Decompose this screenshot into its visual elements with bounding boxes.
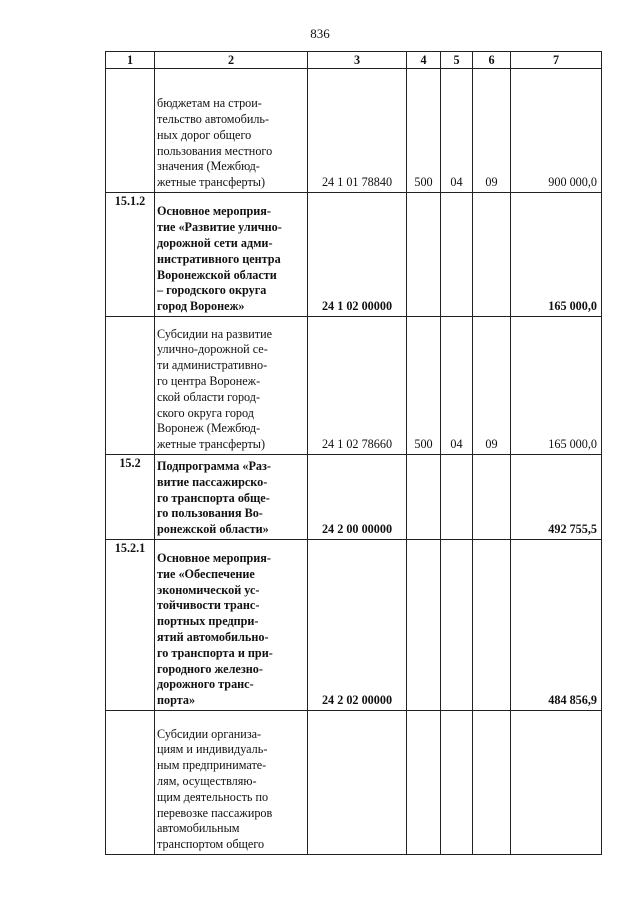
column-4-cell <box>407 540 441 711</box>
row-number-cell <box>106 317 155 455</box>
row-name-line: пользования местного <box>157 143 273 158</box>
column-header-3: 3 <box>308 52 407 69</box>
row-name-cell <box>155 711 308 855</box>
row-name-line: нистративного центра <box>157 251 281 266</box>
row-number-cell <box>106 69 155 193</box>
column-5-cell: 04 <box>441 317 473 455</box>
column-4-cell <box>407 455 441 540</box>
row-name-line: перевозке пассажиров <box>157 805 273 820</box>
row-name-cell <box>155 455 308 540</box>
row-name-cell <box>155 317 308 455</box>
column-6-cell: 09 <box>473 317 511 455</box>
classification-code-cell: 24 2 02 00000 <box>308 540 407 711</box>
classification-code-cell: 24 1 02 78660 <box>308 317 407 455</box>
row-number-cell: 15.2 <box>106 455 155 540</box>
amount-cell: 900 000,0 <box>511 69 602 193</box>
column-5-cell: 04 <box>441 69 473 193</box>
row-name-line: жетные трансферты) <box>157 437 266 452</box>
row-name-line: го центра Воронеж- <box>157 374 261 389</box>
row-name-line: ным предпринимате- <box>157 758 267 773</box>
classification-code-cell: 24 1 01 78840 <box>308 69 407 193</box>
column-6-cell <box>473 455 511 540</box>
amount-cell: 484 856,9 <box>511 540 602 711</box>
table-row <box>106 69 602 193</box>
row-name-line: щим деятельность по <box>157 789 269 804</box>
row-name-line: тие «Обеспечение <box>157 566 255 581</box>
row-name-line: ных дорог общего <box>157 127 252 142</box>
row-name-line: – городского округа <box>157 283 267 298</box>
row-name-line: город Воронеж» <box>157 299 245 314</box>
row-name-line: Воронежской области <box>157 267 277 282</box>
row-number-cell <box>106 711 155 855</box>
column-4-cell: 500 <box>407 69 441 193</box>
row-name-line: Подпрограмма «Раз- <box>157 459 271 474</box>
column-4-cell <box>407 193 441 317</box>
row-name-line: ятий автомобильно- <box>157 630 269 645</box>
column-4-cell: 500 <box>407 317 441 455</box>
row-name-line: дорожного транс- <box>157 677 254 692</box>
row-name-line: тельство автомобиль- <box>157 112 270 127</box>
column-6-cell <box>473 540 511 711</box>
row-name-line: Основное мероприя- <box>157 204 271 219</box>
row-name-line: го транспорта обще- <box>157 490 270 505</box>
amount-cell <box>511 711 602 855</box>
row-name-cell <box>155 193 308 317</box>
column-header-5: 5 <box>441 52 473 69</box>
row-name-line: ронежской области» <box>157 522 269 537</box>
row-name-line: го транспорта и при- <box>157 645 273 660</box>
row-name-line: бюджетам на строи- <box>157 96 262 111</box>
amount-cell: 165 000,0 <box>511 193 602 317</box>
page-number: 836 <box>310 26 330 41</box>
column-5-cell <box>441 193 473 317</box>
row-name-line: ского округа город <box>157 405 254 420</box>
row-name-line: Основное мероприя- <box>157 551 271 566</box>
row-name-line: экономической ус- <box>157 582 260 597</box>
row-name-line: дорожной сети адми- <box>157 236 273 251</box>
row-name-line: витие пассажирско- <box>157 474 268 489</box>
table-row <box>106 455 602 540</box>
row-name-line: Воронеж (Межбюд- <box>157 421 261 436</box>
classification-code-cell: 24 2 00 00000 <box>308 455 407 540</box>
column-header-1: 1 <box>106 52 155 69</box>
row-name-line: порта» <box>157 693 196 708</box>
row-name-line: улично-дорожной се- <box>157 342 268 357</box>
row-name-line: тойчивости транс- <box>157 598 260 613</box>
column-header-6: 6 <box>473 52 511 69</box>
row-name-line: значения (Межбюд- <box>157 159 260 174</box>
row-name-line: лям, осуществляю- <box>157 774 257 789</box>
classification-code-cell <box>308 711 407 855</box>
column-6-cell <box>473 711 511 855</box>
column-header-7: 7 <box>511 52 602 69</box>
row-name-line: жетные трансферты) <box>157 175 266 190</box>
row-name-line: тие «Развитие улично- <box>157 220 282 235</box>
table-row <box>106 317 602 455</box>
column-header-4: 4 <box>407 52 441 69</box>
column-6-cell <box>473 193 511 317</box>
row-name-line: ской области город- <box>157 389 261 404</box>
row-name-line: портных предпри- <box>157 614 259 629</box>
row-name-line: автомобильным <box>157 821 240 836</box>
column-header-2: 2 <box>155 52 308 69</box>
column-5-cell <box>441 540 473 711</box>
table-row <box>106 193 602 317</box>
row-name-cell <box>155 69 308 193</box>
amount-cell: 165 000,0 <box>511 317 602 455</box>
amount-cell: 492 755,5 <box>511 455 602 540</box>
row-name-line: транспортом общего <box>157 837 265 852</box>
column-6-cell: 09 <box>473 69 511 193</box>
row-name-cell <box>155 540 308 711</box>
column-5-cell <box>441 455 473 540</box>
budget-table <box>105 51 602 855</box>
classification-code-cell: 24 1 02 00000 <box>308 193 407 317</box>
row-number-cell: 15.2.1 <box>106 540 155 711</box>
column-5-cell <box>441 711 473 855</box>
row-name-line: Субсидии на развитие <box>157 326 273 341</box>
row-name-line: циям и индивидуаль- <box>157 742 268 757</box>
table-row <box>106 540 602 711</box>
row-name-line: городного железно- <box>157 661 263 676</box>
row-name-line: ти административно- <box>157 358 268 373</box>
row-number-cell: 15.1.2 <box>106 193 155 317</box>
row-name-line: Субсидии организа- <box>157 726 262 741</box>
row-name-line: го пользования Во- <box>157 506 263 521</box>
column-4-cell <box>407 711 441 855</box>
table-header-row <box>106 52 602 69</box>
table-row <box>106 711 602 855</box>
